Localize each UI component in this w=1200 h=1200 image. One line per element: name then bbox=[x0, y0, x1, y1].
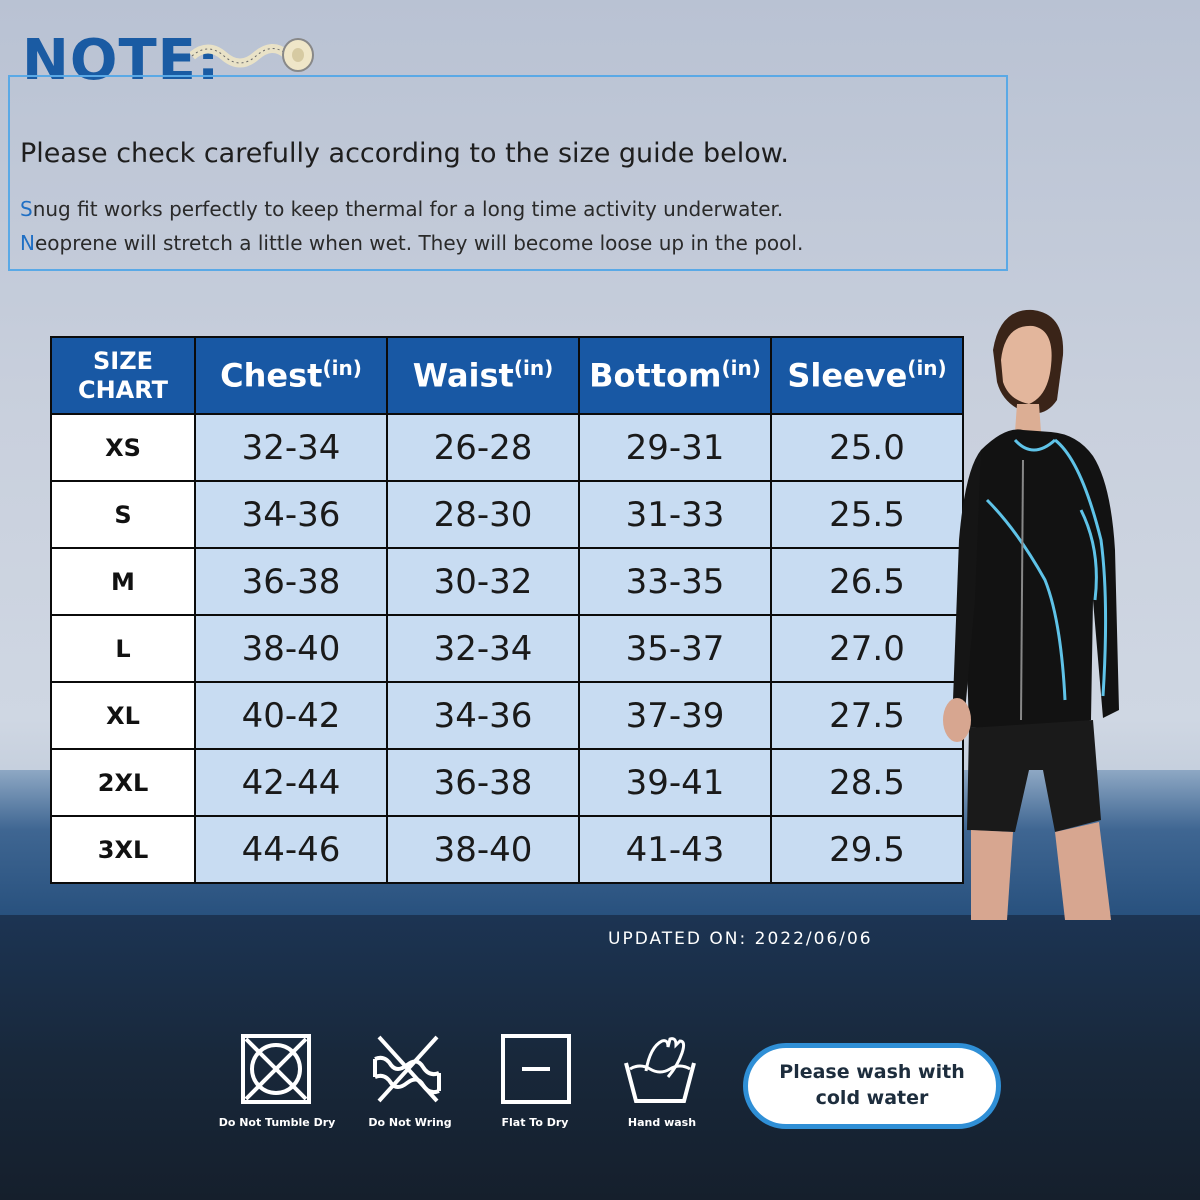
table-row bbox=[51, 548, 963, 615]
table-row bbox=[51, 749, 963, 816]
note-heading: Please check carefully according to the size guide below. bbox=[20, 138, 789, 169]
table-row bbox=[51, 816, 963, 883]
corner-line-1: SIZE bbox=[92, 346, 153, 375]
flat-to-dry-icon bbox=[500, 1033, 572, 1105]
note-line-text: eoprene will stretch a little when wet. They will become loose up in the pool. bbox=[34, 231, 804, 255]
do-not-wring-icon bbox=[371, 1033, 443, 1105]
bottom-cell: 41-43 bbox=[579, 816, 771, 883]
do-not-tumble-dry-label: Do Not Tumble Dry bbox=[218, 1116, 336, 1129]
updated-date: UPDATED ON: 2022/06/06 bbox=[608, 929, 873, 949]
chest-cell: 44-46 bbox=[195, 816, 387, 883]
sleeve-cell: 27.5 bbox=[771, 682, 963, 749]
wash-instruction-badge bbox=[743, 1043, 1001, 1129]
bottom-cell: 29-31 bbox=[579, 414, 771, 481]
size-cell: 2XL bbox=[51, 749, 195, 816]
column-label: Chest bbox=[220, 356, 323, 395]
chest-cell: 38-40 bbox=[195, 615, 387, 682]
note-line-initial: S bbox=[20, 197, 33, 221]
size-cell: XS bbox=[51, 414, 195, 481]
note-line-snug-fit bbox=[20, 197, 783, 221]
column-label: Sleeve bbox=[787, 356, 908, 395]
chest-cell: 42-44 bbox=[195, 749, 387, 816]
column-unit: (in) bbox=[721, 356, 761, 381]
size-cell: M bbox=[51, 548, 195, 615]
sleeve-cell: 25.0 bbox=[771, 414, 963, 481]
column-header-waist bbox=[387, 337, 579, 414]
table-row bbox=[51, 615, 963, 682]
waist-cell: 32-34 bbox=[387, 615, 579, 682]
column-header-bottom bbox=[579, 337, 771, 414]
bottom-band bbox=[0, 915, 1200, 1200]
size-cell: XL bbox=[51, 682, 195, 749]
column-unit: (in) bbox=[322, 356, 362, 381]
waist-cell: 26-28 bbox=[387, 414, 579, 481]
bottom-cell: 33-35 bbox=[579, 548, 771, 615]
hand-wash-label: Hand wash bbox=[627, 1116, 697, 1129]
model-wetsuit-image bbox=[905, 300, 1165, 920]
column-label: Waist bbox=[412, 356, 514, 395]
do-not-tumble-dry-icon bbox=[240, 1033, 312, 1105]
note-line-neoprene bbox=[20, 231, 803, 255]
size-cell: S bbox=[51, 481, 195, 548]
size-cell: L bbox=[51, 615, 195, 682]
sleeve-cell: 27.0 bbox=[771, 615, 963, 682]
column-unit: (in) bbox=[907, 356, 947, 381]
sleeve-cell: 26.5 bbox=[771, 548, 963, 615]
corner-line-2: CHART bbox=[77, 375, 169, 404]
chest-cell: 32-34 bbox=[195, 414, 387, 481]
sleeve-cell: 28.5 bbox=[771, 749, 963, 816]
wash-instruction-text: Please wash with cold water bbox=[779, 1061, 965, 1109]
size-chart-header bbox=[51, 337, 195, 414]
waist-cell: 28-30 bbox=[387, 481, 579, 548]
do-not-wring-label: Do Not Wring bbox=[368, 1116, 452, 1129]
chest-cell: 36-38 bbox=[195, 548, 387, 615]
size-cell: 3XL bbox=[51, 816, 195, 883]
table-row bbox=[51, 414, 963, 481]
column-header-chest bbox=[195, 337, 387, 414]
size-chart-table bbox=[50, 336, 964, 884]
chest-cell: 40-42 bbox=[195, 682, 387, 749]
table-header-row bbox=[51, 337, 963, 414]
waist-cell: 34-36 bbox=[387, 682, 579, 749]
sleeve-cell: 25.5 bbox=[771, 481, 963, 548]
flat-to-dry-label: Flat To Dry bbox=[501, 1116, 569, 1129]
chest-cell: 34-36 bbox=[195, 481, 387, 548]
note-line-text: nug fit works perfectly to keep thermal for a long time activity underwater. bbox=[32, 197, 784, 221]
note-title: NOTE: bbox=[22, 28, 221, 93]
column-label: Bottom bbox=[589, 356, 722, 395]
table-row bbox=[51, 481, 963, 548]
bottom-cell: 35-37 bbox=[579, 615, 771, 682]
hand-wash-icon bbox=[624, 1033, 696, 1105]
note-line-initial: N bbox=[20, 231, 35, 255]
bottom-cell: 31-33 bbox=[579, 481, 771, 548]
sleeve-cell: 29.5 bbox=[771, 816, 963, 883]
column-unit: (in) bbox=[513, 356, 554, 381]
bottom-cell: 39-41 bbox=[579, 749, 771, 816]
bottom-cell: 37-39 bbox=[579, 682, 771, 749]
measuring-tape-icon bbox=[190, 34, 315, 76]
table-row bbox=[51, 682, 963, 749]
waist-cell: 38-40 bbox=[387, 816, 579, 883]
waist-cell: 36-38 bbox=[387, 749, 579, 816]
waist-cell: 30-32 bbox=[387, 548, 579, 615]
